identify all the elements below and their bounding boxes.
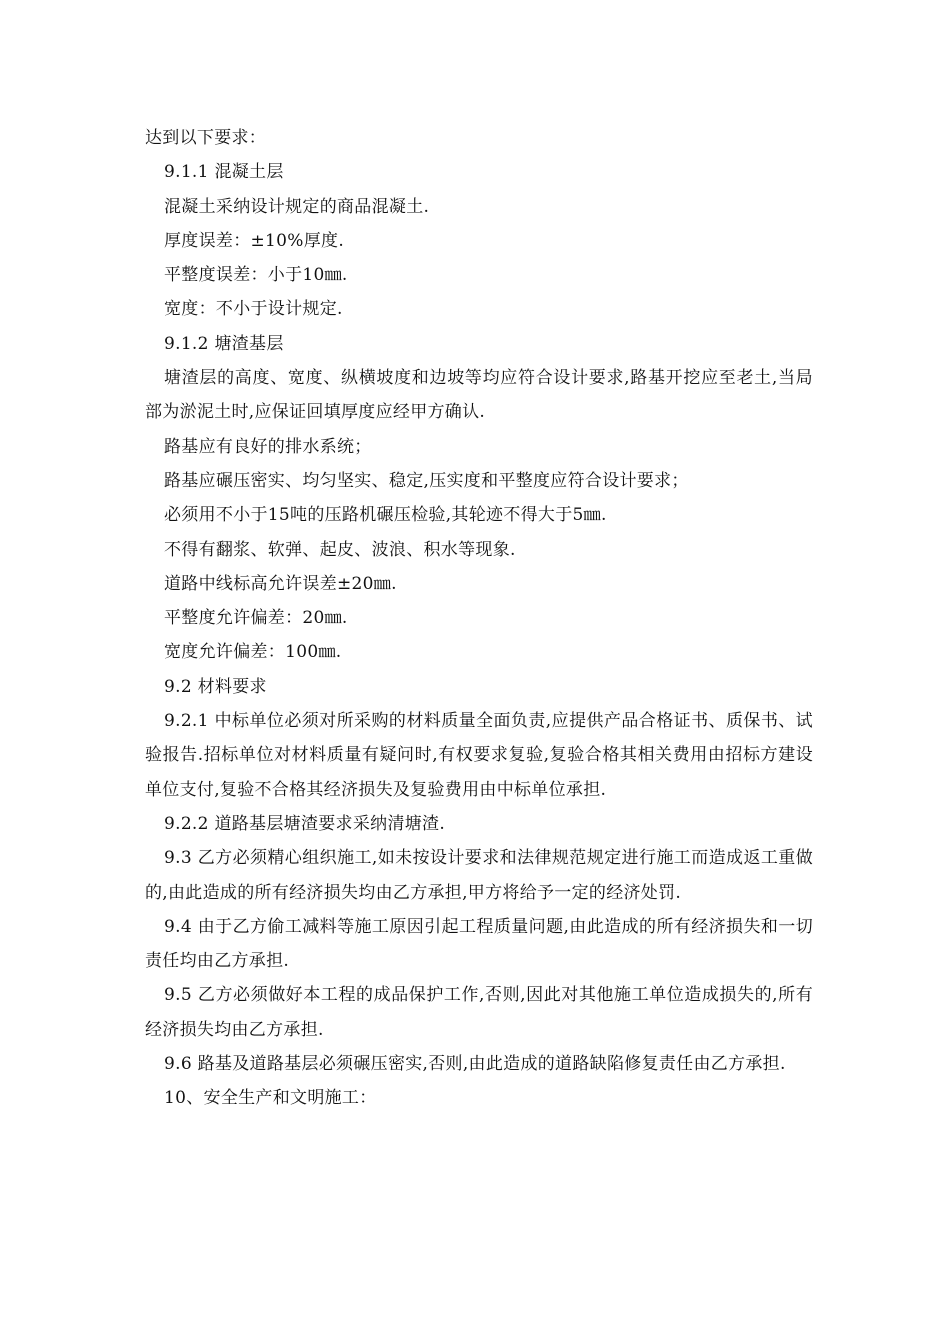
heading-10: 10、安全生产和文明施工： — [164, 1088, 377, 1109]
paragraph-requirements-intro: 达到以下要求： — [145, 128, 267, 148]
paragraph: 路基应有良好的排水系统； — [164, 436, 372, 457]
paragraph: 9.2.2 道路基层塘渣要求采纳清塘渣. — [164, 813, 446, 834]
paragraph: 9.5 乙方必须做好本工程的成品保护工作,否则,因此对其他施工单位造成损失的,所有经济损失均由乙方承担. — [145, 985, 813, 1040]
document-body — [145, 121, 813, 1116]
paragraph: 9.6 路基及道路基层必须碾压密实,否则,由此造成的道路缺陷修复责任由乙方承担. — [164, 1054, 786, 1075]
paragraph: 9.3 乙方必须精心组织施工,如未按设计要求和法律规范规定进行施工而造成返工重做的,由此造成的所有经济损失均由乙方承担,甲方将给予一定的经济处罚. — [145, 848, 813, 903]
paragraph: 9.2.1 中标单位必须对所采购的材料质量全面负责,应提供产品合格证书、质保书、试验报告.招标单位对材料质量有疑问时,有权要求复验,复验合格其相关费用由招标方建设单位支付,复验不合格其经济损失及复验费用由中标单位承担. — [145, 711, 813, 800]
paragraph: 平整度误差：小于10㎜. — [164, 265, 348, 286]
paragraph: 路基应碾压密实、均匀坚实、稳定,压实度和平整度应符合设计要求； — [164, 470, 689, 491]
paragraph: 必须用不小于15吨的压路机碾压检验,其轮迹不得大于5㎜. — [164, 505, 607, 526]
paragraph: 道路中线标高允许误差±20㎜. — [164, 573, 397, 594]
heading-9-1-1: 9.1.1 混凝土层 — [164, 162, 284, 183]
paragraph: 平整度允许偏差：20㎜. — [164, 608, 348, 629]
paragraph: 宽度：不小于设计规定. — [164, 299, 343, 320]
paragraph: 宽度允许偏差：100㎜. — [164, 642, 342, 663]
paragraph: 9.4 由于乙方偷工减料等施工原因引起工程质量问题,由此造成的所有经济损失和一切责任均由乙方承担. — [145, 916, 813, 972]
heading-9-1-2: 9.1.2 塘渣基层 — [164, 333, 284, 354]
paragraph: 厚度误差：±10%厚度. — [164, 230, 345, 251]
paragraph: 混凝土采纳设计规定的商品混凝土. — [164, 196, 430, 217]
paragraph: 塘渣层的高度、宽度、纵横坡度和边坡等均应符合设计要求,路基开挖应至老土,当局部为淤泥土时,应保证回填厚度应经甲方确认. — [145, 368, 813, 423]
heading-9-2: 9.2 材料要求 — [164, 676, 267, 697]
paragraph: 不得有翻浆、软弹、起皮、波浪、积水等现象. — [164, 539, 516, 560]
